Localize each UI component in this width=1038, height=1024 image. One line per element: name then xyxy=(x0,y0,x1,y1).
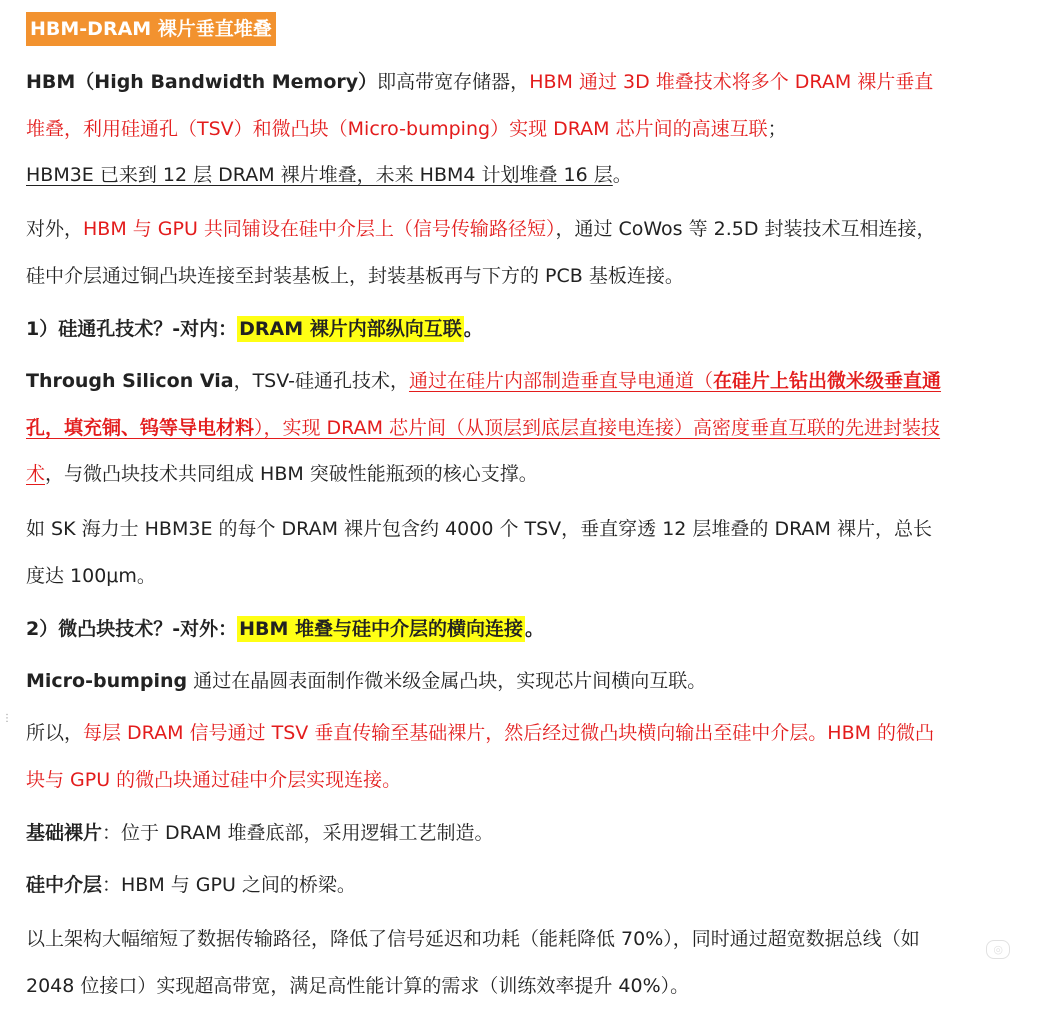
paragraph-microbump xyxy=(26,658,946,705)
red-underlined-text: ），实现 DRAM 芯片间（从顶层到底层直接电连接）高密度垂直互联的先进封装技术 xyxy=(26,416,941,485)
underlined-text: HBM3E 已来到 12 层 DRAM 裸片堆叠，未来 HBM4 计划堆叠 16 层 xyxy=(26,164,613,186)
base-die-term: 基础裸片 xyxy=(26,822,103,844)
text: ，通过 CoWos 等 2.5D 封装技术互相连接，硅中介层通过铜凸块连接至封装基板上，封装基板再与下方的 PCB 基板连接。 xyxy=(26,218,936,287)
hbm-term: HBM（High Bandwidth Memory） xyxy=(26,71,378,93)
heading-text: 1）硅通孔技术？-对内： xyxy=(26,318,238,340)
red-bold-underlined-text: 在硅片上钻出微米级垂直通孔，填充铜、钨等导电材料 xyxy=(26,370,942,439)
paragraph-signal-path xyxy=(26,710,946,803)
drag-handle-icon[interactable]: ⋮ xyxy=(2,713,12,724)
paragraph-external xyxy=(26,206,946,299)
microbump-term: Micro-bumping xyxy=(26,670,188,692)
tsv-term: Through Silicon Via xyxy=(26,370,234,392)
paragraph-base-die xyxy=(26,810,946,857)
paragraph-summary: 以上架构大幅缩短了数据传输路径，降低了信号延迟和功耗（能耗降低 70%），同时通过超宽数据总线（如 2048 位接口）实现超高带宽，满足高性能计算的需求（训练效率提升 40%）。 xyxy=(26,928,920,997)
watermark-logo-icon: ◎ xyxy=(986,940,1010,959)
red-text: HBM 与 GPU 共同铺设在硅中介层上（信号传输路径短） xyxy=(83,218,556,240)
red-text: 每层 DRAM 信号通过 TSV 垂直传输至基础裸片，然后经过微凸块横向输出至硅中介层。HBM 的微凸块与 GPU 的微凸块通过硅中介层实现连接。 xyxy=(26,722,935,791)
paragraph-sk-hynix: 如 SK 海力士 HBM3E 的每个 DRAM 裸片包含约 4000 个 TSV，垂直穿透 12 层堆叠的 DRAM 裸片，总长度达 100μm。 xyxy=(26,518,932,587)
text: 对外， xyxy=(26,218,84,240)
text: 。 xyxy=(525,618,545,640)
heading-text: 2）微凸块技术？-对外： xyxy=(26,618,238,640)
paragraph-tsv xyxy=(26,358,946,498)
section-title: HBM-DRAM 裸片垂直堆叠 xyxy=(26,12,276,46)
text: 通过在晶圆表面制作微米级金属凸块，实现芯片间横向互联。 xyxy=(187,670,707,692)
text: ； xyxy=(767,117,787,140)
red-text: 片垂直堆叠，利用硅通孔（TSV）和微凸块（Micro-bumping）实现 DRAM 芯片间的高速互联 xyxy=(26,71,934,140)
text: ，与微凸块技术共同组成 HBM 突破性能瓶颈的核心支撑。 xyxy=(45,463,538,485)
text: ，TSV-硅通孔技术， xyxy=(233,370,409,392)
text: 所以， xyxy=(26,722,84,744)
text: 。 xyxy=(612,164,632,186)
text: 。 xyxy=(463,318,483,340)
text: 即高带宽存储器， xyxy=(377,71,530,93)
text: ：HBM 与 GPU 之间的桥梁。 xyxy=(102,874,356,896)
heading-microbump xyxy=(26,606,946,653)
red-underlined-text: 通过在硅片内部制造垂直导电通道（ xyxy=(408,370,713,392)
red-text: HBM 通过 3D 堆叠技术将多个 DRAM 裸 xyxy=(529,71,877,93)
interposer-term: 硅中介层 xyxy=(26,874,103,896)
paragraph-interposer xyxy=(26,862,946,909)
heading-tsv xyxy=(26,306,946,353)
paragraph-hbm-intro xyxy=(26,59,946,199)
text: ：位于 DRAM 堆叠底部，采用逻辑工艺制造。 xyxy=(102,822,494,844)
highlighted-text: HBM 堆叠与硅中介层的横向连接 xyxy=(239,618,524,640)
highlighted-text: DRAM 裸片内部纵向互联 xyxy=(239,318,462,340)
